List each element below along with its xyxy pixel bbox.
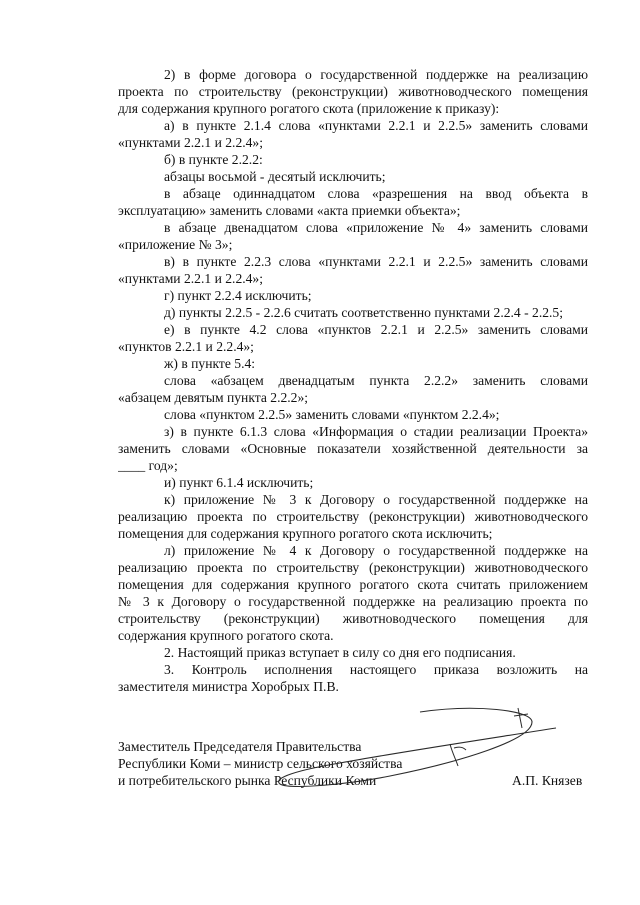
text-line: в) в пункте 2.2.3 слова «пунктами 2.2.1 и 2.2.5» заменить словами [164, 254, 588, 269]
text-line: з) в пункте 6.1.3 слова «Информация о стадии реализации Проекта» [164, 424, 588, 439]
text-line: 3. Контроль исполнения настоящего приказа возложить на [164, 662, 588, 677]
text-line: слова «пунктом 2.2.5» заменить словами «пунктом 2.2.4»; [164, 407, 500, 422]
text-line: реализацию проекта по строительству (реконструкции) животноводческого [118, 560, 588, 575]
signatory-title-line: Заместитель Председателя Правительства [118, 739, 362, 754]
text-line: помещения для содержания крупного рогатого скота считать приложением [118, 577, 588, 592]
text-line: содержания крупного рогатого скота. [118, 628, 334, 643]
text-line: е) в пункте 4.2 слова «пунктов 2.2.1 и 2.2.5» заменить словами [164, 322, 588, 337]
text-line: ж) в пункте 5.4: [164, 356, 256, 371]
text-line: строительству (реконструкции) животноводческого помещения для [118, 611, 588, 626]
text-line: к) приложение № 3 к Договору о государственной поддержке на [164, 492, 588, 507]
signatory-title-line: Республики Коми – министр сельского хозяйства [118, 756, 403, 771]
text-line: г) пункт 2.2.4 исключить; [164, 288, 312, 303]
text-line: л) приложение № 4 к Договору о государственной поддержке на [164, 543, 588, 558]
text-line: в абзаце двенадцатом слова «приложение № 4» заменить словами [164, 220, 588, 235]
text-line: абзацы восьмой - десятый исключить; [164, 169, 386, 184]
text-line: «пунктами 2.2.1 и 2.2.4»; [118, 135, 264, 150]
text-line: эксплуатацию» заменить словами «акта приемки объекта»; [118, 203, 461, 218]
text-line: 2. Настоящий приказ вступает в силу со дня его подписания. [164, 645, 516, 660]
text-line: заместителя министра Хоробрых П.В. [118, 679, 339, 694]
text-line: помещения для содержания крупного рогатого скота исключить; [118, 526, 493, 541]
text-line: заменить словами «Основные показатели хозяйственной деятельности за [118, 441, 588, 456]
text-line: «абзацем девятым пункта 2.2.2»; [118, 390, 309, 405]
text-line: слова «абзацем двенадцатым пункта 2.2.2» заменить словами [164, 373, 588, 388]
text-line: и) пункт 6.1.4 исключить; [164, 475, 314, 490]
signatory-title-line: и потребительского рынка Республики Коми [118, 773, 377, 788]
text-line: проекта по строительству (реконструкции) животноводческого помещения [118, 84, 588, 99]
text-line: 2) в форме договора о государственной поддержке на реализацию [164, 67, 588, 82]
signatory-name: А.П. Князев [512, 773, 583, 788]
text-line: «приложение № 3»; [118, 237, 233, 252]
text-line: д) пункты 2.2.5 - 2.2.6 считать соответственно пунктами 2.2.4 - 2.2.5; [164, 305, 564, 320]
text-line: в абзаце одиннадцатом слова «разрешения на ввод объекта в [164, 186, 588, 201]
text-line: а) в пункте 2.1.4 слова «пунктами 2.2.1 и 2.2.5» заменить словами [164, 118, 588, 133]
text-line: № 3 к Договору о государственной поддержке на реализацию проекта по [118, 594, 588, 609]
text-line: «пунктами 2.2.1 и 2.2.4»; [118, 271, 264, 286]
text-line: «пунктов 2.2.1 и 2.2.4»; [118, 339, 254, 354]
text-line: реализацию проекта по строительству (реконструкции) животноводческого [118, 509, 588, 524]
handwritten-signature [270, 700, 570, 792]
text-line: ____ год»; [118, 458, 178, 473]
text-line: для содержания крупного рогатого скота (приложение к приказу): [118, 101, 500, 116]
text-line: б) в пункте 2.2.2: [164, 152, 263, 167]
